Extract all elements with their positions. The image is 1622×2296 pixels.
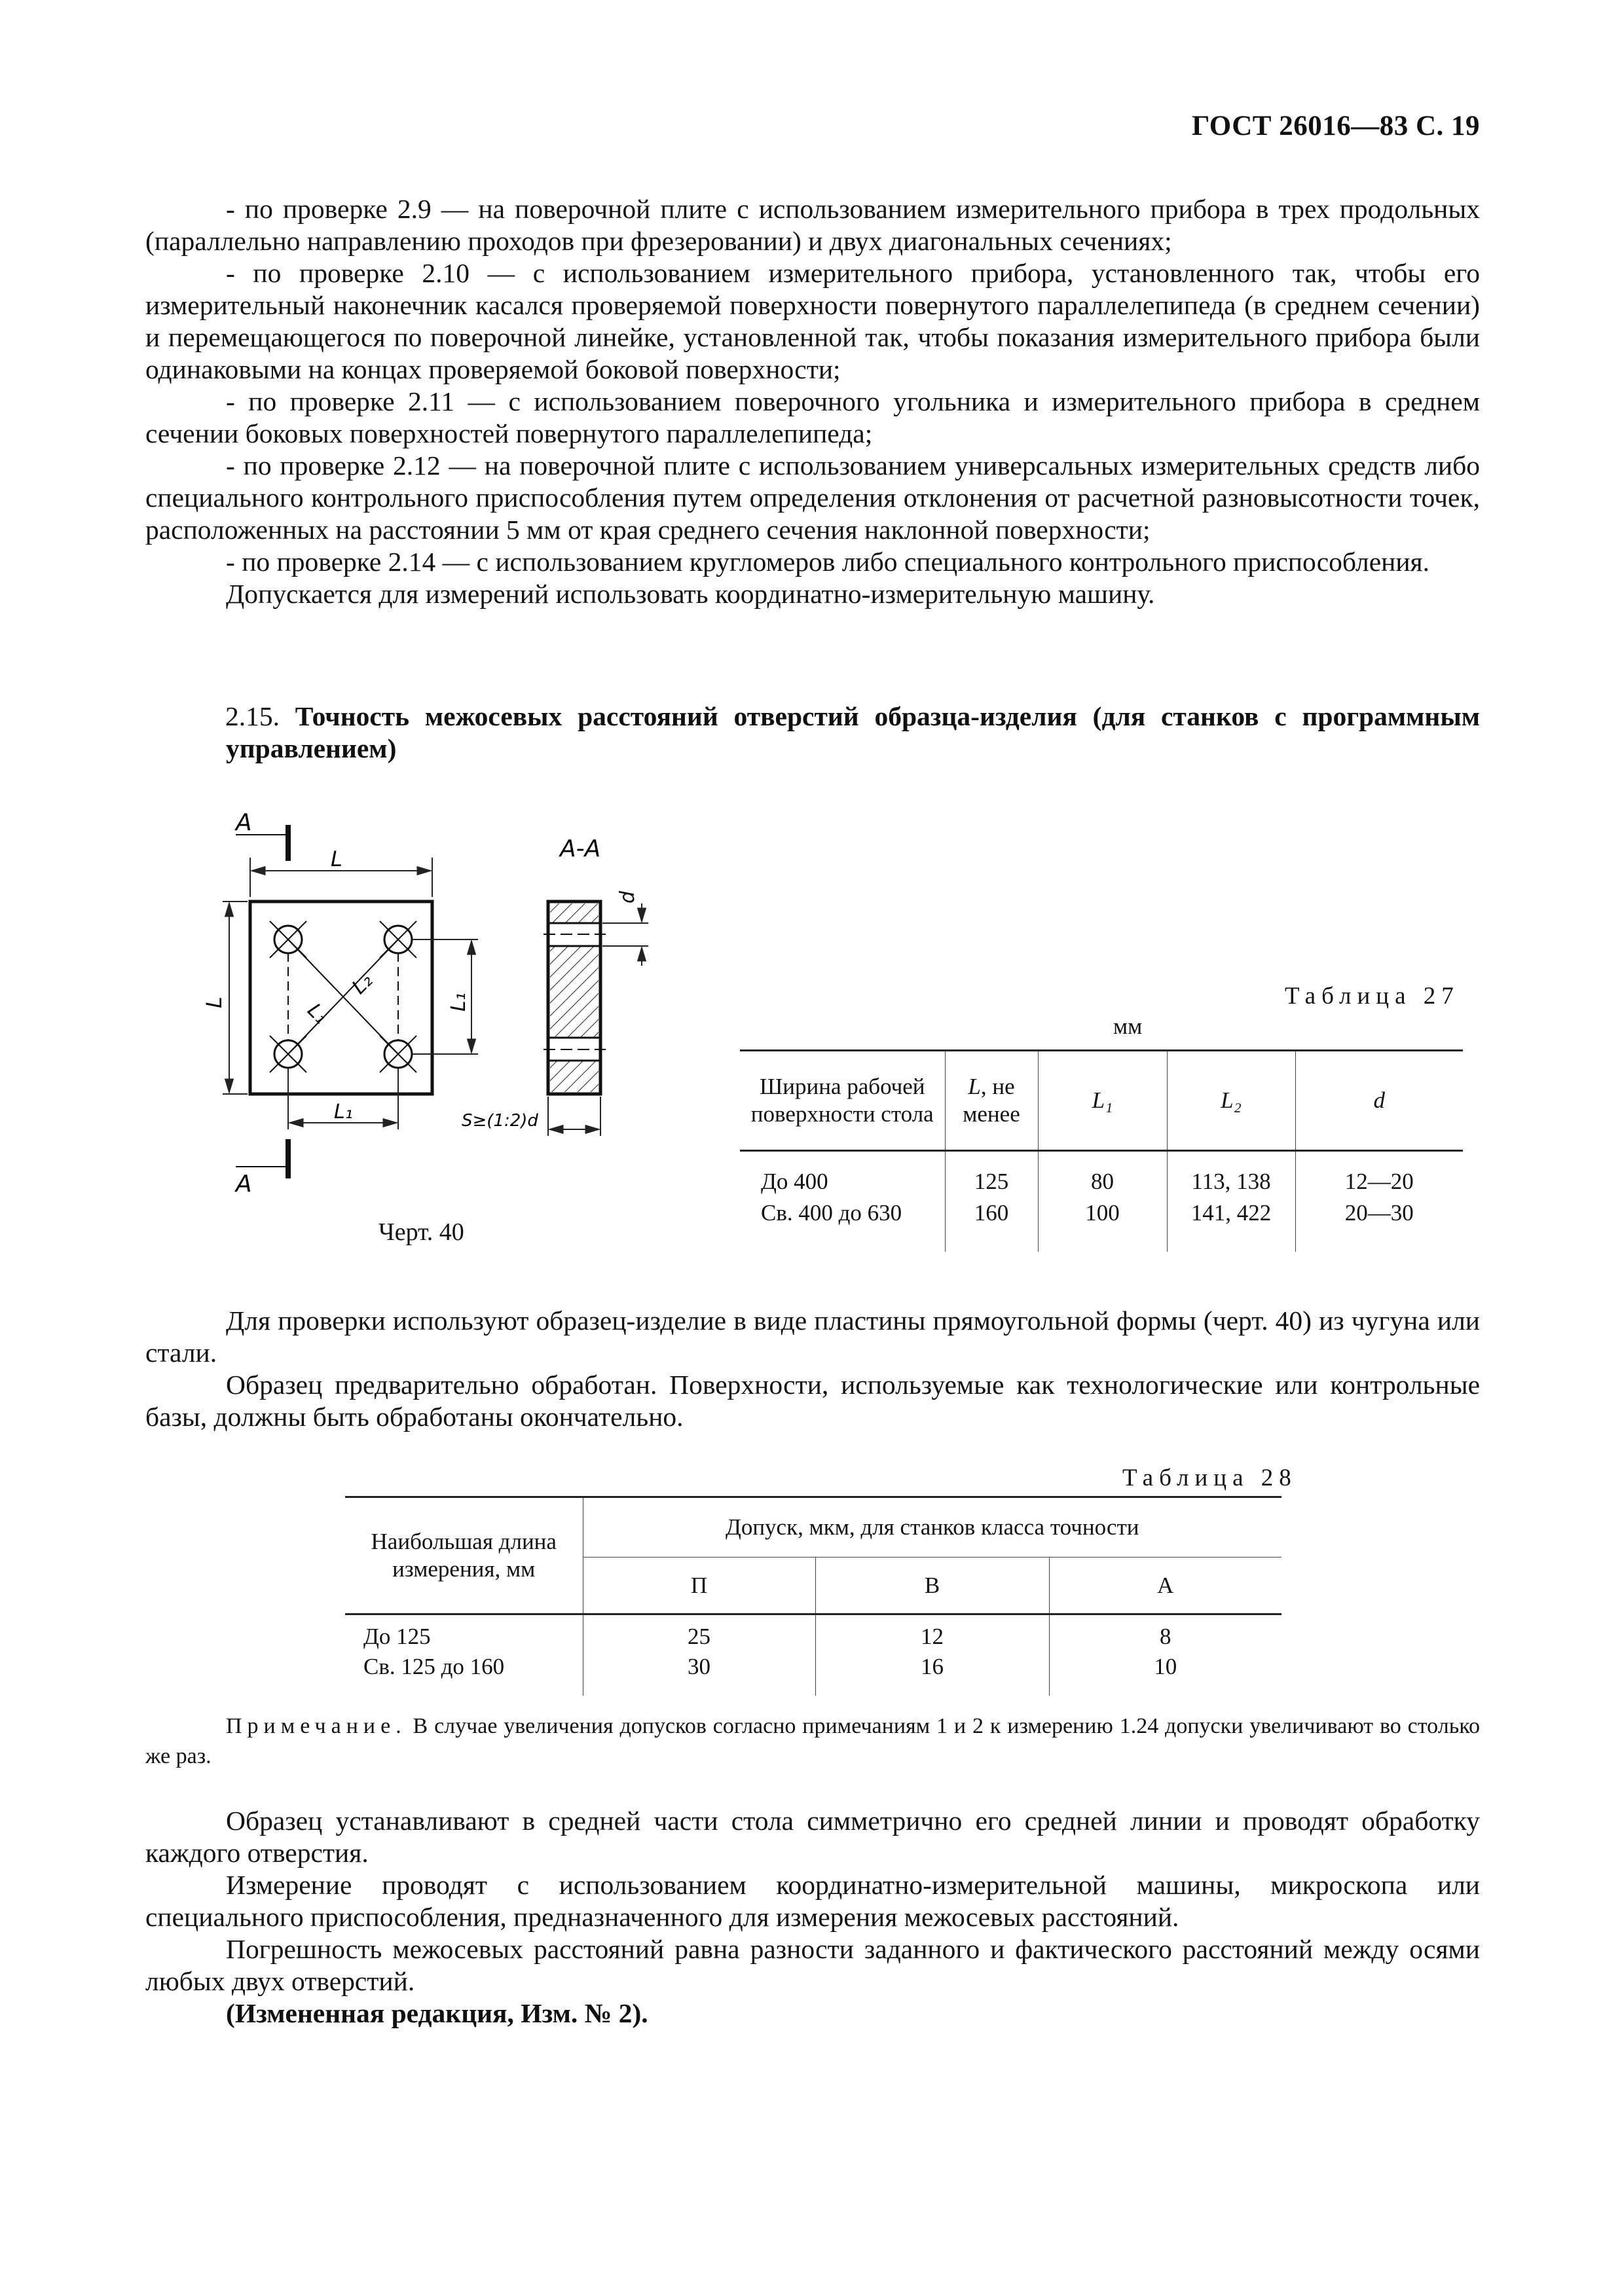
table27-units: мм bbox=[1113, 1013, 1143, 1039]
paragraph-measurement: Измерение проводят с использованием координатно-измерительной машины, микроскопа или специального приспособления, предназначенного для измерения межосевых расстояний. bbox=[145, 1870, 1480, 1932]
page-header: ГОСТ 26016—83 С. 19 bbox=[1191, 111, 1480, 141]
note-text: В случае увеличения допусков согласно примечаниям 1 и 2 к измерению 1.24 допуски увеличивают во столько же раз. bbox=[145, 1714, 1480, 1768]
section-title: Точность межосевых расстояний отверстий образца-изделия (для станков с программным управлением) bbox=[226, 701, 1480, 763]
t28-cell: 10 bbox=[1154, 1654, 1177, 1679]
t27-header-d-symbol: d bbox=[1373, 1087, 1385, 1113]
t28-col-v bbox=[815, 1614, 1049, 1696]
checks-list bbox=[145, 193, 1480, 610]
label-s: S≥(1:2)d bbox=[462, 1111, 538, 1131]
paragraph-check-2-9: - по проверке 2.9 — на поверочной плите с использованием измерительного прибора в трех продольных (параллельно направлению проходов при фрезеровании) и двух диагональных сечениях; bbox=[145, 194, 1480, 256]
t27-header-l1-symbol: L₁ bbox=[1092, 1087, 1113, 1113]
t28-col-p bbox=[583, 1614, 815, 1696]
section-view bbox=[544, 902, 606, 1094]
t28-cell: 16 bbox=[921, 1654, 944, 1679]
paragraph-cmm-allowed: Допускается для измерений использовать координатно-измерительную машину. bbox=[226, 579, 1155, 609]
paragraph-amendment: (Измененная редакция, Изм. № 2). bbox=[226, 1998, 648, 2028]
label-l-left: L bbox=[202, 996, 227, 1008]
paragraph-error: Погрешность межосевых расстояний равна разности заданного и фактического расстояний между осями любых двух отверстий. bbox=[145, 1934, 1480, 1996]
t28-cell: Св. 125 до 160 bbox=[363, 1654, 505, 1679]
table-28 bbox=[345, 1496, 1281, 1696]
table28-note bbox=[145, 1711, 1480, 1772]
t28-col-length bbox=[345, 1614, 583, 1696]
t27-col-l2 bbox=[1167, 1151, 1295, 1252]
paragraph-check-2-14: - по проверке 2.14 — с использованием кругломеров либо специального контрольного приспособления. bbox=[226, 547, 1429, 577]
section-heading bbox=[226, 701, 1480, 765]
t27-header-width: Ширина рабочей поверхности стола bbox=[740, 1051, 945, 1151]
paragraph-check-2-11: - по проверке 2.11 — с использованием поверочного угольника и измерительного прибора в среднем сечении боковых поверхностей повернутого параллелепипеда; bbox=[145, 386, 1480, 448]
t28-cell: 12 bbox=[921, 1624, 944, 1649]
t28-header-tolerance: Допуск, мкм, для станков класса точности bbox=[583, 1497, 1281, 1558]
note-label: Примечание. bbox=[226, 1714, 407, 1738]
t27-cell: 125 bbox=[974, 1169, 1009, 1194]
table27-caption: Таблица 27 bbox=[1285, 983, 1460, 1010]
t28-cell: 25 bbox=[688, 1624, 710, 1649]
label-l1-diag: L₁ bbox=[303, 998, 333, 1029]
sample-description bbox=[145, 1305, 1480, 1433]
label-a-top: A bbox=[236, 809, 252, 836]
t27-cell: До 400 bbox=[761, 1169, 828, 1194]
section-marker-bottom bbox=[234, 1139, 288, 1197]
t28-cell: 30 bbox=[688, 1654, 710, 1679]
t27-header-l bbox=[945, 1051, 1038, 1151]
t28-header-class-a: А bbox=[1049, 1558, 1281, 1614]
t27-cell: 12—20 bbox=[1344, 1169, 1414, 1194]
t27-col-width bbox=[740, 1151, 945, 1252]
label-l2-diag: L₂ bbox=[347, 969, 377, 999]
t27-header-l-symbol: L bbox=[968, 1074, 981, 1099]
t27-data-row bbox=[740, 1151, 1463, 1252]
t27-cell: 100 bbox=[1085, 1200, 1120, 1226]
t28-header-length: Наибольшая длина измерения, мм bbox=[345, 1497, 583, 1614]
paragraph-sample-machined: Образец предварительно обработан. Поверхности, используемые как технологические или контрольные базы, должны быть обработаны окончательно. bbox=[145, 1370, 1480, 1432]
table28-caption: Таблица 28 bbox=[1122, 1465, 1297, 1491]
t27-header-l2-symbol: L₂ bbox=[1221, 1087, 1242, 1113]
t27-cell: 141, 422 bbox=[1190, 1200, 1272, 1226]
label-l1-right: L₁ bbox=[447, 993, 470, 1011]
label-l1-bottom: L₁ bbox=[334, 1101, 353, 1123]
t28-header-class-v: В bbox=[815, 1558, 1049, 1614]
t27-col-d bbox=[1295, 1151, 1463, 1252]
paragraph-placement: Образец устанавливают в средней части стола симметрично его средней линии и проводят обработку каждого отверстия. bbox=[145, 1806, 1480, 1868]
t28-col-a bbox=[1049, 1614, 1281, 1696]
drawing-caption: Черт. 40 bbox=[378, 1218, 464, 1246]
table-27 bbox=[740, 1049, 1463, 1252]
t27-cell: 20—30 bbox=[1344, 1200, 1414, 1226]
procedure-text bbox=[145, 1805, 1480, 2030]
label-l-top: L bbox=[331, 847, 342, 871]
label-section-aa: A-A bbox=[560, 835, 601, 862]
t27-header-d bbox=[1295, 1051, 1463, 1151]
t28-cell: До 125 bbox=[363, 1624, 431, 1649]
t28-cell: 8 bbox=[1160, 1624, 1171, 1649]
t28-header-class-p: П bbox=[583, 1558, 815, 1614]
section-marker-top bbox=[234, 809, 288, 861]
t27-col-l bbox=[945, 1151, 1038, 1252]
t27-header-l1 bbox=[1038, 1051, 1167, 1151]
paragraph-check-2-12: - по проверке 2.12 — на поверочной плите с использованием универсальных измерительных средств либо специального контрольного приспособления путем определения отклонения от расчетной разновысотности точек, расположенных на расстоянии 5 мм от края среднего сечения наклонной поверхности; bbox=[145, 450, 1480, 545]
t27-cell: Св. 400 до 630 bbox=[761, 1200, 902, 1226]
drawing-40 bbox=[196, 799, 655, 1205]
paragraph-sample-shape: Для проверки используют образец-изделие в виде пластины прямоугольной формы (черт. 40) из чугуна или стали. bbox=[145, 1305, 1480, 1368]
t27-cell: 80 bbox=[1091, 1169, 1114, 1194]
t27-header-l-text: , не менее bbox=[963, 1074, 1020, 1127]
t27-cell: 113, 138 bbox=[1191, 1169, 1271, 1194]
t27-header-l2 bbox=[1167, 1051, 1295, 1151]
t27-cell: 160 bbox=[974, 1200, 1009, 1226]
holes bbox=[270, 921, 416, 1072]
paragraph-check-2-10: - по проверке 2.10 — с использованием измерительного прибора, установленного так, чтобы его измерительный наконечник касался проверяемой поверхности повернутого параллелепипеда (в среднем сечении) и перемещающегося по поверочной линейке, установленной так, чтобы показания измерительного прибора были одинаковыми на концах проверяемой боковой поверхности; bbox=[145, 258, 1480, 384]
t27-col-l1 bbox=[1038, 1151, 1167, 1252]
section-number: 2.15. bbox=[225, 701, 280, 731]
label-d: d bbox=[616, 890, 639, 903]
label-a-bottom: A bbox=[236, 1171, 252, 1197]
t28-data-row bbox=[345, 1614, 1281, 1696]
